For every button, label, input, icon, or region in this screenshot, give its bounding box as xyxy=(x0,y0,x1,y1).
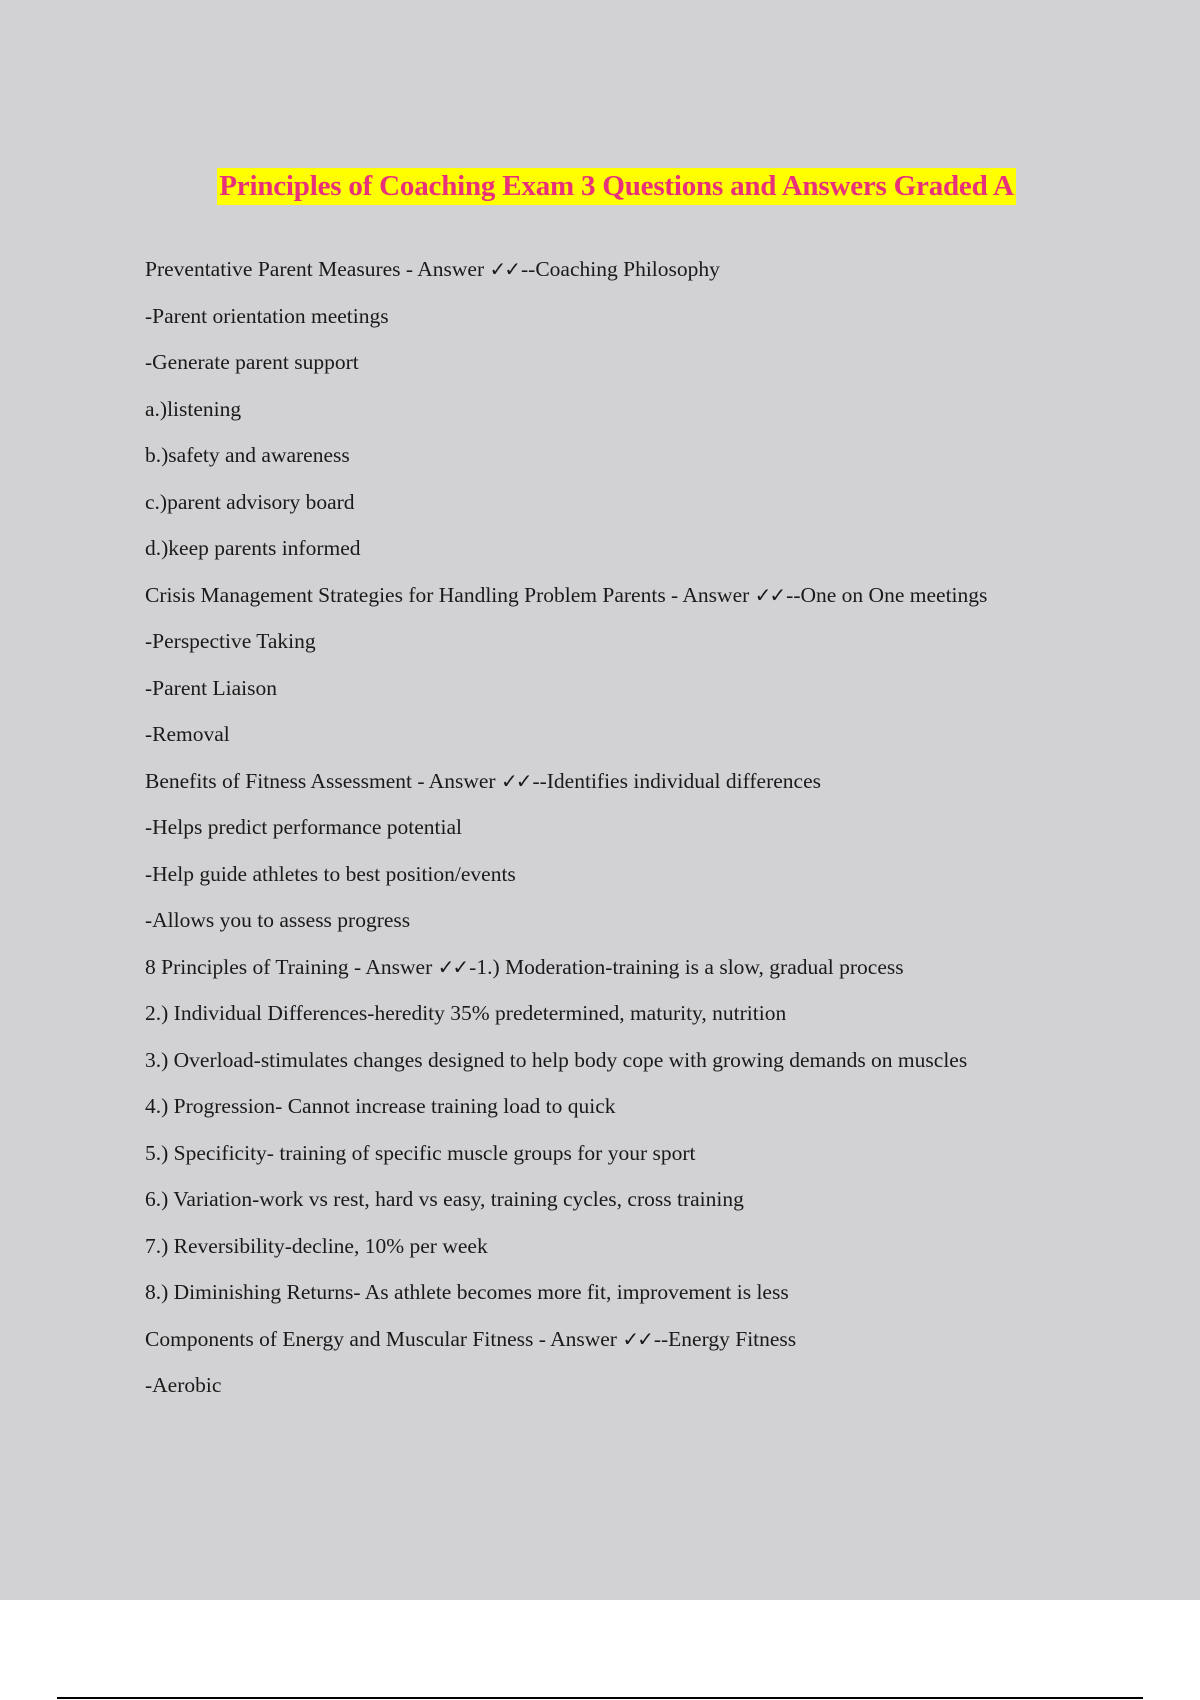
answer-line: d.)keep parents informed xyxy=(145,536,361,560)
answer-text: --Coaching Philosophy xyxy=(521,257,720,281)
answer-line: 7.) Reversibility-decline, 10% per week xyxy=(145,1233,488,1258)
answer-line: 3.) Overload-stimulates changes designed to help body cope with growing demands on muscles xyxy=(145,1047,968,1072)
answer-text: -1.) Moderation-training is a slow, gradual process xyxy=(469,954,904,979)
question-line xyxy=(145,580,1085,610)
answer-line: -Aerobic xyxy=(145,1373,222,1397)
answer-line: 4.) Progression- Cannot increase training load to quick xyxy=(145,1094,616,1118)
question-line xyxy=(145,254,1085,284)
answer-line: 8.) Diminishing Returns- As athlete becomes more fit, improvement is less xyxy=(145,1280,789,1304)
question-line xyxy=(145,952,1085,982)
answer-line: -Generate parent support xyxy=(145,350,359,374)
check-icon: ✓✓ xyxy=(489,257,520,281)
answer-text: --One on One meetings xyxy=(786,582,988,607)
question-text: Benefits of Fitness Assessment - Answer xyxy=(145,768,501,793)
document-body xyxy=(145,254,1085,1417)
check-icon: ✓✓ xyxy=(754,582,785,607)
title-container xyxy=(0,168,1200,205)
answer-text: --Energy Fitness xyxy=(653,1326,797,1351)
answer-line: -Allows you to assess progress xyxy=(145,908,411,932)
answer-line: -Parent orientation meetings xyxy=(145,303,389,328)
question-text: Crisis Management Strategies for Handling Problem Parents - Answer xyxy=(145,582,755,607)
answer-line: -Helps predict performance potential xyxy=(145,815,462,839)
answer-line: 5.) Specificity- training of specific muscle groups for your sport xyxy=(145,1140,696,1165)
answer-line: 6.) Variation-work vs rest, hard vs easy, training cycles, cross training xyxy=(145,1187,744,1211)
check-icon: ✓✓ xyxy=(500,768,531,793)
footer-divider xyxy=(57,1697,1143,1699)
answer-line: a.)listening xyxy=(145,396,242,421)
document-title: Principles of Coaching Exam 3 Questions and Answers Graded A xyxy=(217,168,1015,205)
check-icon: ✓✓ xyxy=(622,1326,652,1351)
answer-line: -Help guide athletes to best position/events xyxy=(145,861,516,886)
question-text: 8 Principles of Training - Answer xyxy=(145,954,438,979)
answer-line: -Parent Liaison xyxy=(145,675,277,700)
question-text: Preventative Parent Measures - Answer xyxy=(145,257,490,281)
answer-line: -Removal xyxy=(145,722,230,746)
question-text: Components of Energy and Muscular Fitness - Answer xyxy=(145,1326,623,1351)
answer-line: -Perspective Taking xyxy=(145,629,316,653)
check-icon: ✓✓ xyxy=(437,954,468,979)
question-line xyxy=(145,1324,1085,1354)
answer-text: --Identifies individual differences xyxy=(532,768,822,793)
answer-line: b.)safety and awareness xyxy=(145,443,350,467)
answer-line: 2.) Individual Differences-heredity 35% predetermined, maturity, nutrition xyxy=(145,1001,787,1025)
answer-line: c.)parent advisory board xyxy=(145,489,355,514)
question-line xyxy=(145,766,1085,796)
